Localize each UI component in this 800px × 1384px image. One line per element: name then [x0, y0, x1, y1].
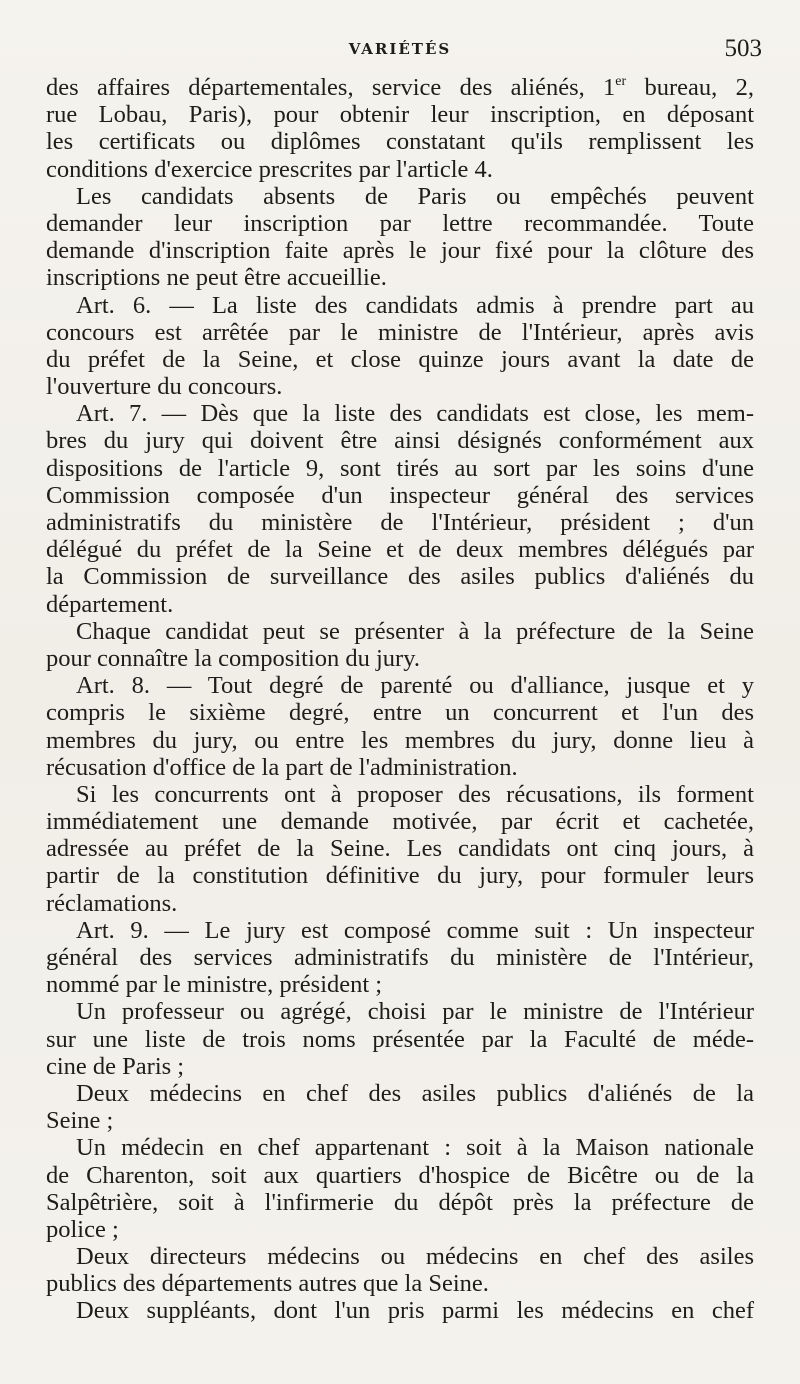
text-line-content: Un médecin en chef appartenant : soit à la Maison nationale: [76, 1134, 754, 1162]
text-line-content: Si les concurrents ont à proposer des récusations, ils forment: [76, 780, 754, 808]
text-line: [46, 183, 754, 210]
text-line: [46, 1107, 754, 1134]
text-line: [46, 591, 754, 618]
text-line: [46, 917, 754, 944]
page-number: 503: [724, 35, 762, 62]
text-line: [46, 998, 754, 1025]
text-line: [46, 482, 754, 509]
text-line-content: demande d'inscription faite après le jour fixé pour la clôture des: [46, 237, 754, 265]
text-line-content: Art. 9. — Le jury est composé comme suit : Un inspecteur: [76, 916, 754, 944]
text-line: [46, 1270, 754, 1297]
text-line-content: partir de la constitution définitive du jury, pour formuler leurs: [46, 862, 754, 890]
text-line-content: Les candidats absents de Paris ou empêchés peuvent: [76, 182, 754, 210]
section-title: VARIÉTÉS: [348, 40, 452, 58]
text-line-content: Salpêtrière, soit à l'infirmerie du dépôt près la préfecture de: [46, 1188, 754, 1216]
text-line-content: Deux médecins en chef des asiles publics d'aliénés de la: [76, 1079, 754, 1107]
text-line: [46, 210, 754, 237]
text-line: [46, 346, 754, 373]
text-line: [46, 509, 754, 536]
text-line-content: dispositions de l'article 9, sont tirés au sort par les soins d'une: [46, 454, 754, 482]
text-line-content: Deux suppléants, dont l'un pris parmi les médecins en chef: [76, 1297, 754, 1325]
text-line: [46, 781, 754, 808]
text-line: [46, 319, 754, 346]
text-line: [46, 944, 754, 971]
text-line-content: Chaque candidat peut se présenter à la préfecture de la Seine: [76, 617, 754, 645]
text-line: [46, 754, 754, 781]
text-line: [46, 264, 754, 291]
text-line-continuation: bureau, 2,: [626, 74, 754, 101]
text-line-content: Art. 8. — Tout degré de parenté ou d'alliance, jusque et y: [76, 672, 754, 700]
text-line: [46, 1134, 754, 1161]
text-line-content: concours est arrêtée par le ministre de l'Intérieur, après avis: [46, 318, 754, 346]
text-line: [46, 1026, 754, 1053]
text-line-content: Art. 6. — La liste des candidats admis à prendre part au: [76, 291, 754, 319]
text-line: [46, 1189, 754, 1216]
text-line: [46, 156, 754, 183]
text-line: [46, 618, 754, 645]
text-line-content: demander leur inscription par lettre recommandée. Toute: [46, 209, 754, 237]
text-line-content: publics des départements autres que la Seine.: [46, 1270, 489, 1298]
text-line: [46, 862, 754, 889]
text-line-content: département.: [46, 590, 174, 618]
superscript: er: [615, 74, 627, 89]
text-line: [46, 808, 754, 835]
text-line: [46, 563, 754, 590]
text-line: [46, 890, 754, 917]
text-line-content: récusation d'office de la part de l'administration.: [46, 753, 518, 781]
text-line-content: bres du jury qui doivent être ainsi désignés conformément aux: [46, 427, 754, 455]
text-line: [46, 835, 754, 862]
text-line-content: du préfet de la Seine, et close quinze jours avant la date de: [46, 345, 754, 373]
text-line: [46, 971, 754, 998]
text-line-content: Seine ;: [46, 1107, 114, 1135]
text-line: [46, 373, 754, 400]
text-line-content: compris le sixième degré, entre un concurrent et l'un des: [46, 699, 754, 727]
text-line: [46, 1053, 754, 1080]
text-line-content: Commission composée d'un inspecteur général des services: [46, 481, 754, 509]
text-line-content: Art. 7. — Dès que la liste des candidats est close, les mem-: [76, 400, 754, 428]
text-line: [46, 74, 754, 101]
text-line-content: membres du jury, ou entre les membres du jury, donne lieu à: [46, 726, 754, 754]
text-line-content: inscriptions ne peut être accueillie.: [46, 264, 387, 292]
text-line-content: nommé par le ministre, président ;: [46, 971, 383, 999]
text-line: [46, 237, 754, 264]
text-line: [46, 455, 754, 482]
text-line: [46, 645, 754, 672]
text-line: [46, 427, 754, 454]
text-line-content: l'ouverture du concours.: [46, 373, 283, 401]
text-line-content: réclamations.: [46, 889, 178, 917]
text-line: [46, 1297, 754, 1324]
text-line-content: pour connaître la composition du jury.: [46, 644, 420, 672]
text-line-content: police ;: [46, 1215, 119, 1243]
text-line: [46, 1216, 754, 1243]
text-line: [46, 101, 754, 128]
text-line: [46, 400, 754, 427]
text-line: [46, 536, 754, 563]
running-header: [0, 36, 800, 66]
text-line: [46, 1243, 754, 1270]
text-line-content: rue Lobau, Paris), pour obtenir leur inscription, en déposant: [46, 101, 754, 129]
text-line-content: Un professeur ou agrégé, choisi par le ministre de l'Intérieur: [76, 998, 754, 1026]
text-line: [46, 699, 754, 726]
text-line-content: de Charenton, soit aux quartiers d'hospice de Bicêtre ou de la: [46, 1161, 754, 1189]
text-line-content: cine de Paris ;: [46, 1052, 185, 1080]
body-text: [46, 74, 754, 1325]
text-line-content: immédiatement une demande motivée, par écrit et cachetée,: [46, 808, 754, 836]
text-line: [46, 672, 754, 699]
text-line: [46, 1162, 754, 1189]
text-line: [46, 128, 754, 155]
text-line: [46, 1080, 754, 1107]
text-line-content: adressée au préfet de la Seine. Les candidats ont cinq jours, à: [46, 835, 754, 863]
text-line-content: administratifs du ministère de l'Intérieur, président ; d'un: [46, 509, 754, 536]
text-line-content: les certificats ou diplômes constatant qu'ils remplissent les: [46, 128, 754, 156]
text-line-content: la Commission de surveillance des asiles publics d'aliénés du: [46, 563, 754, 591]
text-line: [46, 727, 754, 754]
text-line: [46, 292, 754, 319]
text-line-content: délégué du préfet de la Seine et de deux membres délégués par: [46, 536, 754, 564]
text-line-content: général des services administratifs du ministère de l'Intérieur,: [46, 944, 754, 971]
text-line-content: sur une liste de trois noms présentée par la Faculté de méde-: [46, 1025, 754, 1053]
text-line-content: des affaires départementales, service des aliénés, 1: [46, 74, 616, 101]
text-line-content: conditions d'exercice prescrites par l'article 4.: [46, 155, 493, 183]
text-line-content: Deux directeurs médecins ou médecins en chef des asiles: [76, 1243, 754, 1271]
